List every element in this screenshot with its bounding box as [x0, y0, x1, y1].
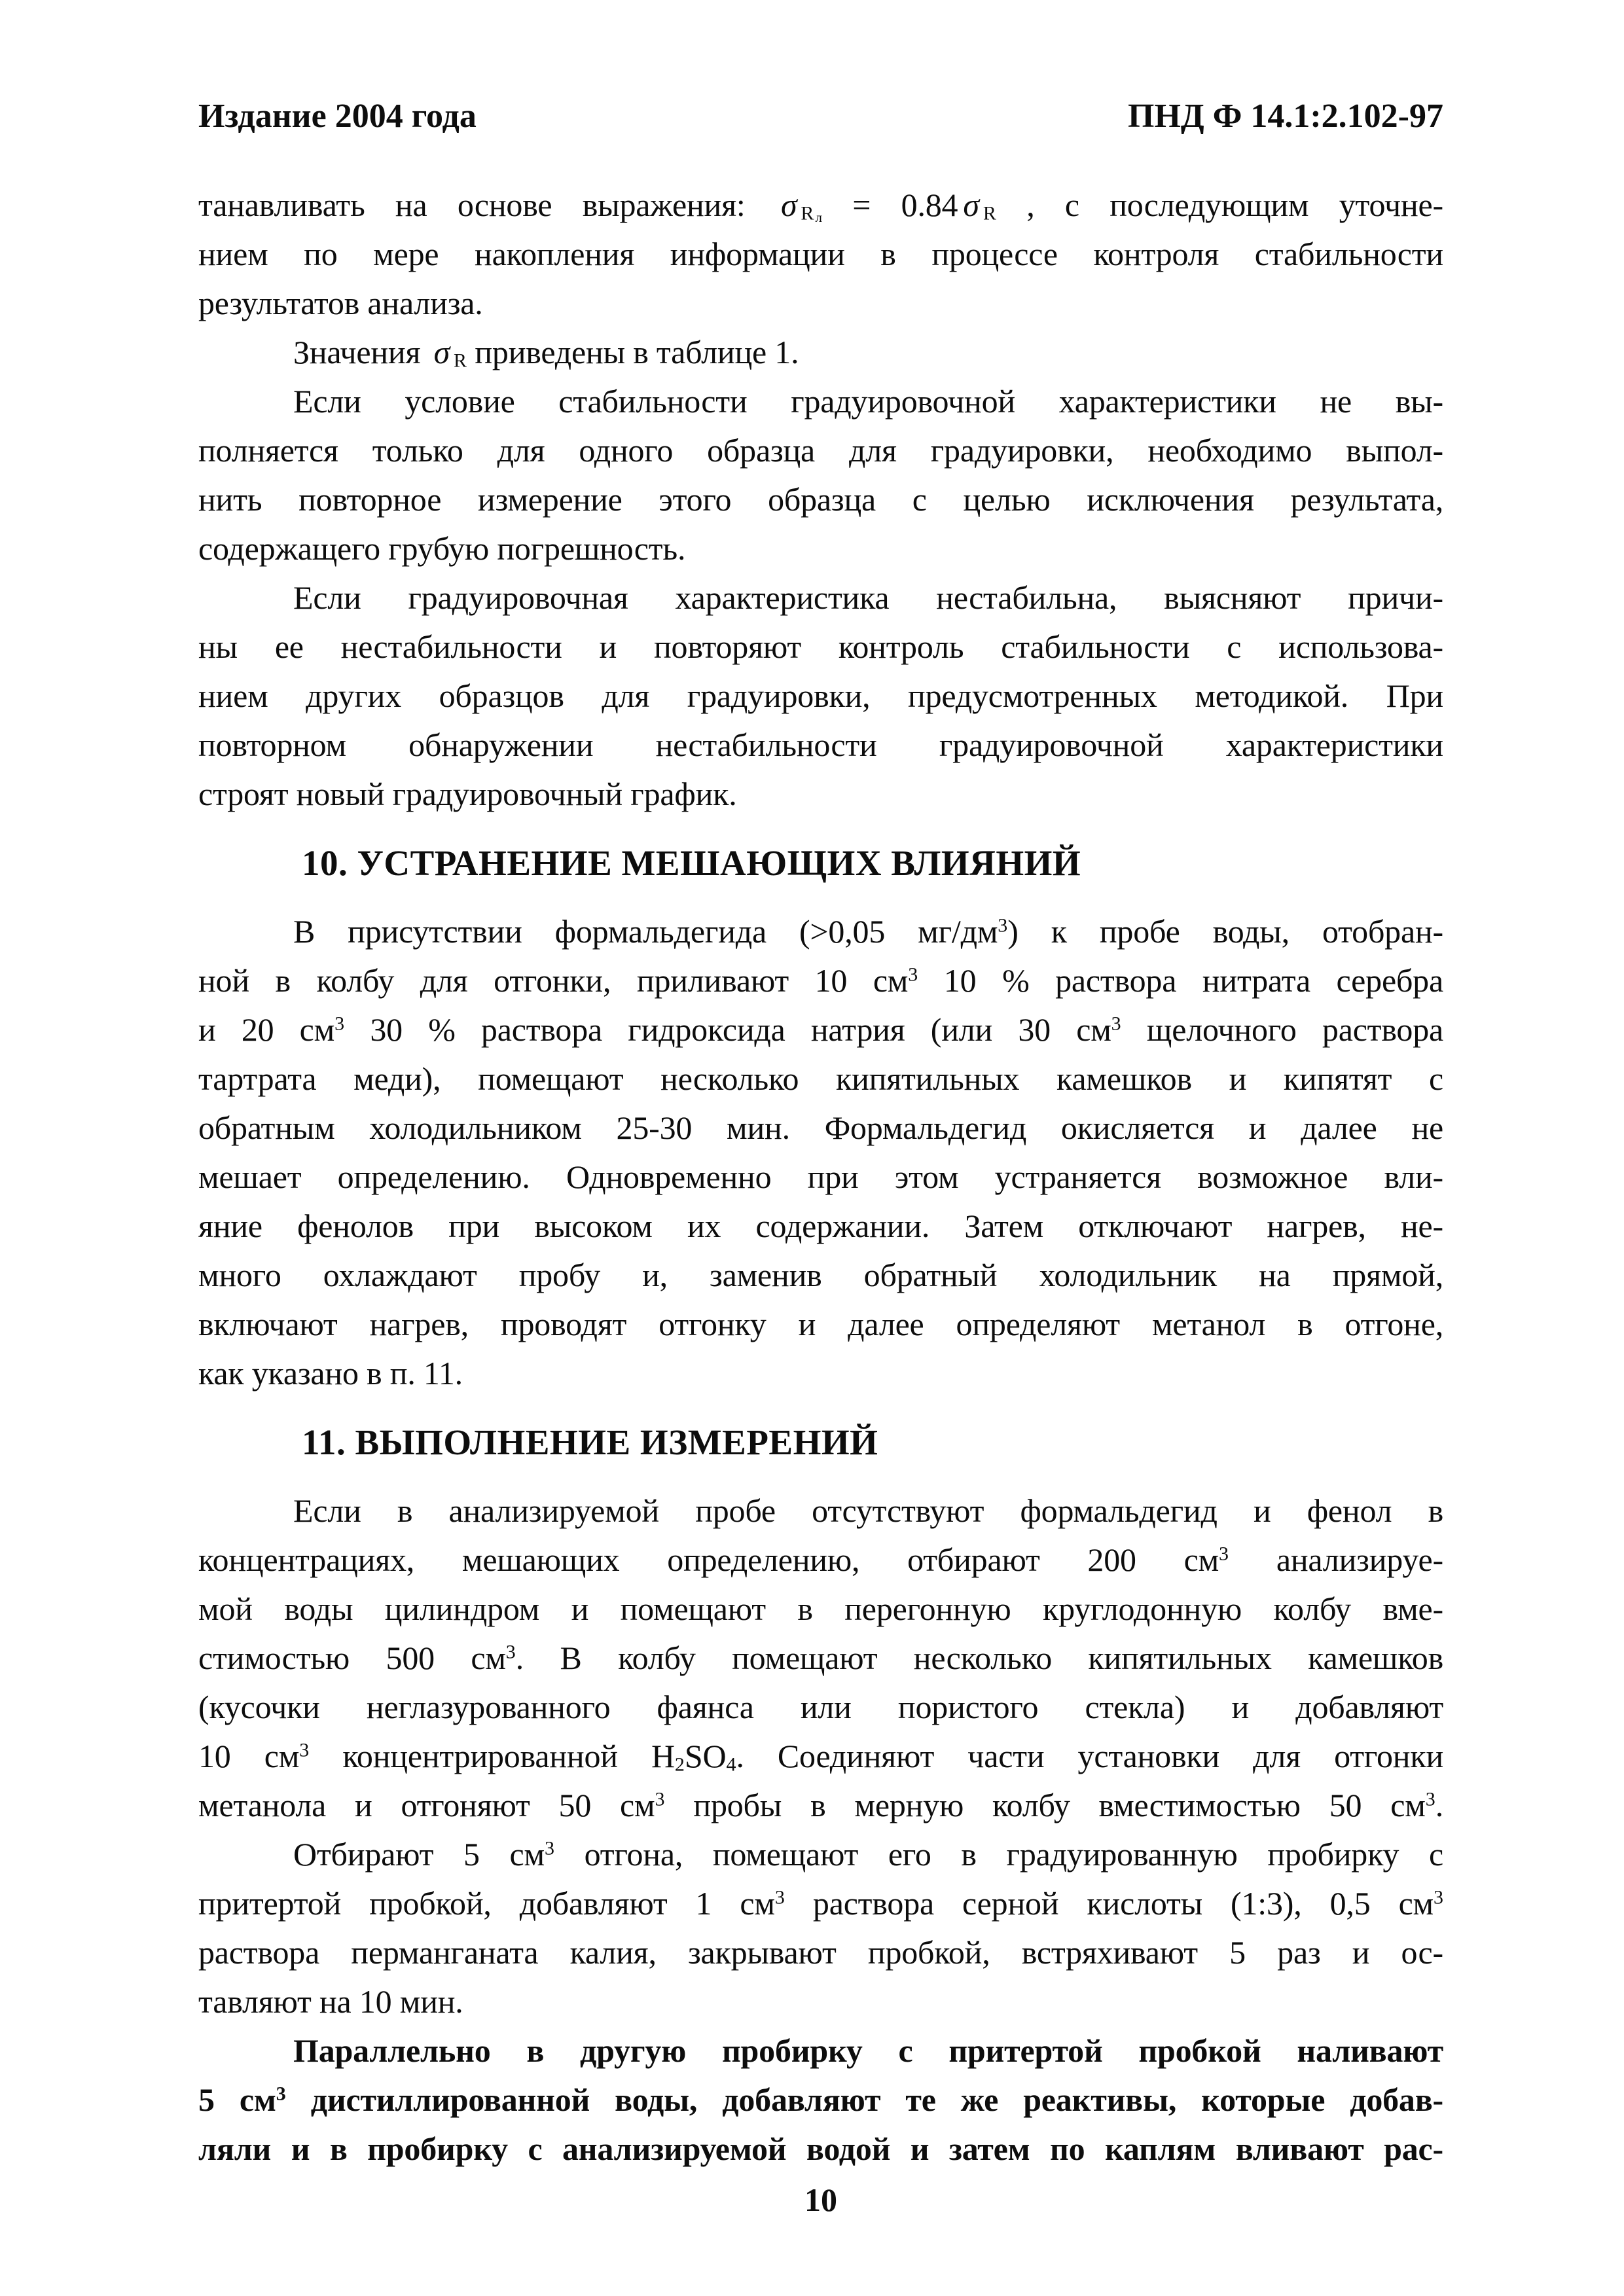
paragraph	[198, 328, 1443, 377]
text-line: раствора перманганата калия, закрывают пробкой, встряхивают 5 раз и ос-	[198, 1934, 1443, 1971]
paragraph	[198, 2026, 1443, 2174]
section-10-heading: 10. УСТРАНЕНИЕ МЕШАЮЩИХ ВЛИЯНИЙ	[302, 843, 1081, 883]
text-line: Отбирают 5 $см^3$ отгона, помещают его в градуированную пробирку с	[293, 1836, 1443, 1873]
text-line: результатов анализа.	[198, 285, 483, 321]
superscript: 3	[1425, 1788, 1435, 1810]
edition-label: Издание 2004 года	[198, 98, 477, 135]
page-header	[198, 98, 1443, 135]
text-line: ной в колбу для отгонки, приливают 10 $см^3$ 10 % раствора нитрата серебра	[198, 962, 1443, 999]
text-line: 5 $см^3$ дистиллированной воды, добавляют те же реактивы, которые добав-	[198, 2081, 1443, 2118]
text-line: тартрата меди), помещают несколько кипятильных камешков и кипятят с	[198, 1060, 1443, 1097]
document-body	[198, 181, 1443, 2174]
text-line: Параллельно в другую пробирку с притертой пробкой наливают	[293, 2032, 1443, 2069]
text-line: танавливать на основе выражения: σ Rл = 0.84 σ R , с последующим уточне-	[198, 187, 1443, 226]
text-line: стимостью 500 $см^3$. В колбу помещают несколько кипятильных камешков	[198, 1640, 1443, 1676]
text-line: повторном обнаружении нестабильности градуировочной характеристики	[198, 726, 1443, 763]
subscript: R	[454, 350, 467, 372]
text-line: тавляют на 10 мин.	[198, 1983, 463, 2020]
superscript: 3	[276, 2083, 286, 2105]
paragraph	[198, 377, 1443, 573]
text-line: В присутствии формальдегида (>0,05 $мг/дм^3$) к пробе воды, отобран-	[293, 913, 1443, 950]
text-line: много охлаждают пробу и, заменив обратный холодильник на прямой,	[198, 1257, 1443, 1293]
text-line: Значения σ R приведены в таблице 1.	[293, 334, 799, 372]
text-line: Если в анализируемой пробе отсутствуют формальдегид и фенол в	[293, 1492, 1443, 1529]
paragraph	[198, 1486, 1443, 1830]
paragraph	[198, 907, 1443, 1398]
text-line: (кусочки неглазурованного фаянса или пористого стекла) и добавляют	[198, 1689, 1443, 1725]
text-line: мой воды цилиндром и помещают в перегонную круглодонную колбу вме-	[198, 1590, 1443, 1627]
text-line: обратным холодильником 25-30 мин. Формальдегид окисляется и далее не	[198, 1109, 1443, 1146]
sigma-symbol: σ	[433, 334, 450, 370]
text-line: концентрациях, мешающих определению, отбирают 200 $см^3$ анализируе-	[198, 1541, 1443, 1578]
text-line: включают нагрев, проводят отгонку и далее определяют метанол в отгоне,	[198, 1306, 1443, 1342]
superscript: 3	[774, 1886, 785, 1909]
text-line: нить повторное измерение этого образца с целью исключения результата,	[198, 481, 1443, 518]
text-line: ляли и в пробирку с анализируемой водой и затем по каплям вливают рас-	[198, 2130, 1443, 2167]
superscript: 3	[655, 1788, 665, 1810]
paragraph	[198, 1830, 1443, 2026]
paragraph	[198, 181, 1443, 328]
sigma-symbol: σ	[963, 187, 979, 223]
superscript: 3	[505, 1641, 516, 1663]
superscript: 3	[299, 1739, 310, 1761]
text-line: метанола и отгоняют 50 $см^3$ пробы в мерную колбу вместимостью 50 $см^3$.	[198, 1787, 1443, 1823]
superscript: 3	[998, 914, 1008, 937]
standard-number: ПНД Ф 14.1:2.102-97	[1128, 98, 1443, 135]
superscript: 3	[1111, 1013, 1121, 1035]
text-line: Если градуировочная характеристика нестабильна, выясняют причи-	[293, 579, 1443, 616]
subscript: л	[815, 209, 822, 226]
text-line: мешает определению. Одновременно при этом устраняется возможное вли-	[198, 1158, 1443, 1195]
subscript: 2	[674, 1753, 685, 1776]
text-line: ны ее нестабильности и повторяют контроль стабильности с использова-	[198, 628, 1443, 665]
text-line: яние фенолов при высоком их содержании. Затем отключают нагрев, не-	[198, 1208, 1443, 1244]
superscript: 3	[1434, 1886, 1443, 1909]
text-line: нием других образцов для градуировки, предусмотренных методикой. При	[198, 677, 1443, 714]
text-line: Если условие стабильности градуировочной характеристики не вы-	[293, 383, 1443, 420]
subscript: R	[801, 202, 814, 224]
text-line: и 20 $см^3$ 30 % раствора гидроксида натрия (или 30 $см^3$ щелочного раствора	[198, 1011, 1443, 1048]
text-line: содержащего грубую погрешность.	[198, 530, 686, 567]
superscript: 3	[334, 1013, 345, 1035]
superscript: 3	[908, 963, 918, 986]
subscript: 4	[726, 1753, 736, 1776]
page-footer	[198, 2181, 1443, 2219]
text-line: полняется только для одного образца для градуировки, необходимо выпол-	[198, 432, 1443, 469]
paragraph	[198, 573, 1443, 819]
text-line: как указано в п. 11.	[198, 1355, 463, 1391]
text-line: 10 $см^3$ концентрированной H2SO4. Соединяют части установки для отгонки	[198, 1738, 1443, 1776]
text-line: строят новый градуировочный график.	[198, 776, 737, 812]
sigma-symbol: σ	[780, 187, 797, 223]
superscript: 3	[1219, 1543, 1229, 1565]
text-line: нием по мере накопления информации в процессе контроля стабильности	[198, 236, 1443, 272]
subscript: R	[983, 202, 996, 224]
section-11-heading: 11. ВЫПОЛНЕНИЕ ИЗМЕРЕНИЙ	[302, 1422, 878, 1462]
page-number: 10	[804, 2181, 837, 2218]
text-line: притертой пробкой, добавляют 1 $см^3$ раствора серной кислоты (1:3), 0,5 $см^3$	[198, 1885, 1443, 1922]
superscript: 3	[544, 1837, 554, 1859]
